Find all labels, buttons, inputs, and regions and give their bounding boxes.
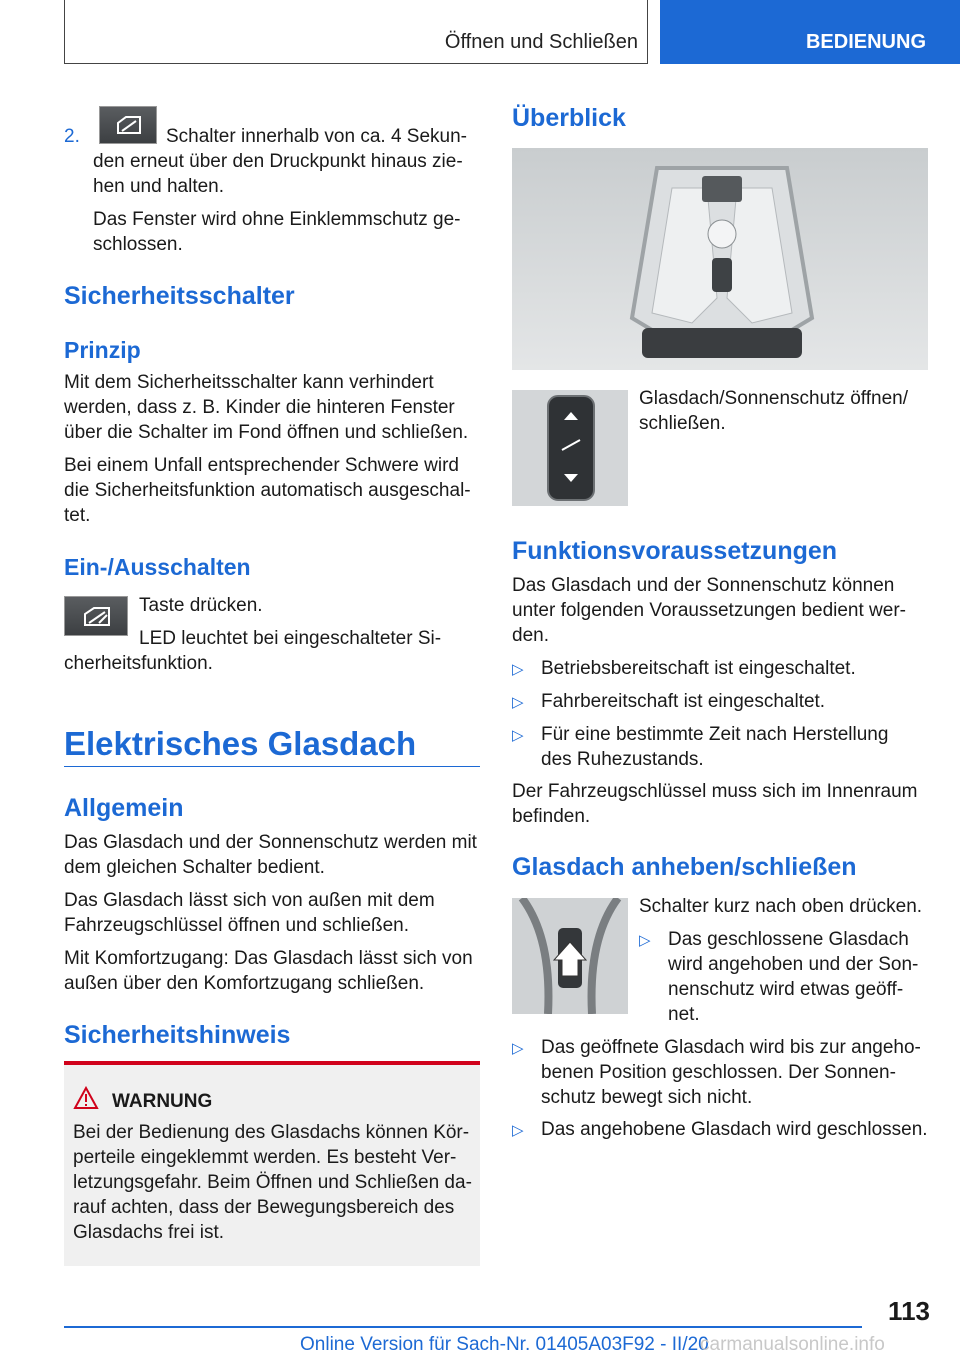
safety-switch-icon xyxy=(64,596,128,636)
bullet-icon: ▷ xyxy=(512,661,524,678)
text-line: Fahrzeugschlüssel öffnen und schließen. xyxy=(64,915,410,936)
text-line: unter folgenden Voraussetzungen bedient wer- xyxy=(512,600,906,621)
image-caption: schließen. xyxy=(639,413,726,434)
page-number: 113 xyxy=(888,1296,930,1326)
list-item: Das angehobene Glasdach wird geschlossen. xyxy=(541,1119,928,1140)
text-line: Bei der Bedienung des Glasdachs können Kör- xyxy=(73,1122,470,1143)
text-line: rauf achten, dass der Bewegungsbereich des xyxy=(73,1197,455,1218)
window-switch-icon xyxy=(99,106,157,144)
roof-switch-image xyxy=(512,390,628,506)
heading-prinzip: Prinzip xyxy=(64,337,141,363)
text-line: die Sicherheitsfunktion automatisch ausgeschal- xyxy=(64,480,471,501)
heading-sicherheitsschalter: Sicherheitsschalter xyxy=(64,282,295,310)
bullet-icon: ▷ xyxy=(512,694,524,711)
footer-rule xyxy=(64,1326,862,1328)
step-number: 2. xyxy=(64,126,80,147)
text-line: LED leuchtet bei eingeschalteter Si- xyxy=(139,628,442,649)
list-item: Das geöffnete Glasdach wird bis zur angeho- xyxy=(541,1037,921,1058)
chapter-title: Öffnen und Schließen xyxy=(444,31,638,53)
text-line: den erneut über den Druckpunkt hinaus zie- xyxy=(93,151,463,172)
list-item: schutz bewegt sich nicht. xyxy=(541,1087,753,1108)
heading-ueberblick: Überblick xyxy=(512,104,626,132)
text-line: Das Glasdach lässt sich von außen mit dem xyxy=(64,890,435,911)
text-line: Der Fahrzeugschlüssel muss sich im Innenraum xyxy=(512,781,918,802)
text-line: tet. xyxy=(64,505,91,526)
text-line: Bei einem Unfall entsprechender Schwere wird xyxy=(64,455,459,476)
text-line: den. xyxy=(512,625,549,646)
text-line: Das Glasdach und der Sonnenschutz können xyxy=(512,575,895,596)
footer-watermark: carmanualsonline.info xyxy=(700,1334,885,1355)
bullet-icon: ▷ xyxy=(639,932,651,949)
roof-switch-up-image xyxy=(512,898,628,1014)
list-item: Für eine bestimmte Zeit nach Herstellung xyxy=(541,724,889,745)
text-line: Schalter kurz nach oben drücken. xyxy=(639,896,923,917)
text-line: befinden. xyxy=(512,806,591,827)
warning-bar xyxy=(64,1061,480,1065)
text-line: hen und halten. xyxy=(93,176,225,197)
section-tab: BEDIENUNG xyxy=(660,0,960,64)
list-item: nenschutz wird etwas geöff- xyxy=(668,979,904,1000)
heading-funktionsvoraussetzungen: Funktionsvoraussetzungen xyxy=(512,537,838,565)
image-caption: Glasdach/Sonnenschutz öffnen/ xyxy=(639,388,909,409)
text-line: perteile eingeklemmt werden. Es besteht Ver- xyxy=(73,1147,457,1168)
text-line: werden, dass z. B. Kinder die hinteren Fenster xyxy=(64,397,455,418)
text-line: letzungsgefahr. Beim Öffnen und Schließen da- xyxy=(73,1172,472,1193)
overhead-console-image xyxy=(512,148,928,370)
heading-sicherheitshinweis: Sicherheitshinweis xyxy=(64,1021,291,1049)
text-line: Glasdachs frei ist. xyxy=(73,1222,224,1243)
text-line: cherheitsfunktion. xyxy=(64,653,213,674)
text-line: Das Fenster wird ohne Einklemmschutz ge- xyxy=(93,209,461,230)
list-item: wird angehoben und der Son- xyxy=(668,954,919,975)
text-line: Mit dem Sicherheitsschalter kann verhindert xyxy=(64,372,434,393)
text-line: Das Glasdach und der Sonnenschutz werden mit xyxy=(64,832,477,853)
heading-glasdach-anheben: Glasdach anheben/schließen xyxy=(512,853,857,881)
text-line: außen über den Komfortzugang schließen. xyxy=(64,973,425,994)
heading-ein-ausschalten: Ein-/Ausschalten xyxy=(64,554,251,580)
warning-title: WARNUNG xyxy=(112,1091,213,1112)
text-line: Taste drücken. xyxy=(139,595,263,616)
text-line: Mit Komfortzugang: Das Glasdach lässt sich von xyxy=(64,948,473,969)
heading-underline xyxy=(64,766,480,767)
bullet-icon: ▷ xyxy=(512,1040,524,1057)
text-line: über die Schalter im Fond öffnen und schließen. xyxy=(64,422,469,443)
text-line: dem gleichen Schalter bedient. xyxy=(64,857,325,878)
list-item: Das geschlossene Glasdach xyxy=(668,929,909,950)
bullet-icon: ▷ xyxy=(512,727,524,744)
list-item: Fahrbereitschaft ist eingeschaltet. xyxy=(541,691,826,712)
list-item: des Ruhezustands. xyxy=(541,749,704,770)
text-line: schlossen. xyxy=(93,234,183,255)
heading-allgemein: Allgemein xyxy=(64,794,184,822)
heading-elektrisches-glasdach: Elektrisches Glasdach xyxy=(64,725,417,762)
list-item: benen Position geschlossen. Der Sonnen- xyxy=(541,1062,896,1083)
list-item: net. xyxy=(668,1004,700,1025)
list-item: Betriebsbereitschaft ist eingeschaltet. xyxy=(541,658,856,679)
warning-triangle-icon xyxy=(73,1086,99,1115)
footer-online-version: Online Version für Sach-Nr. 01405A03F92 - II/20 xyxy=(300,1334,709,1355)
text-line: Schalter innerhalb von ca. 4 Sekun- xyxy=(166,126,468,147)
bullet-icon: ▷ xyxy=(512,1122,524,1139)
